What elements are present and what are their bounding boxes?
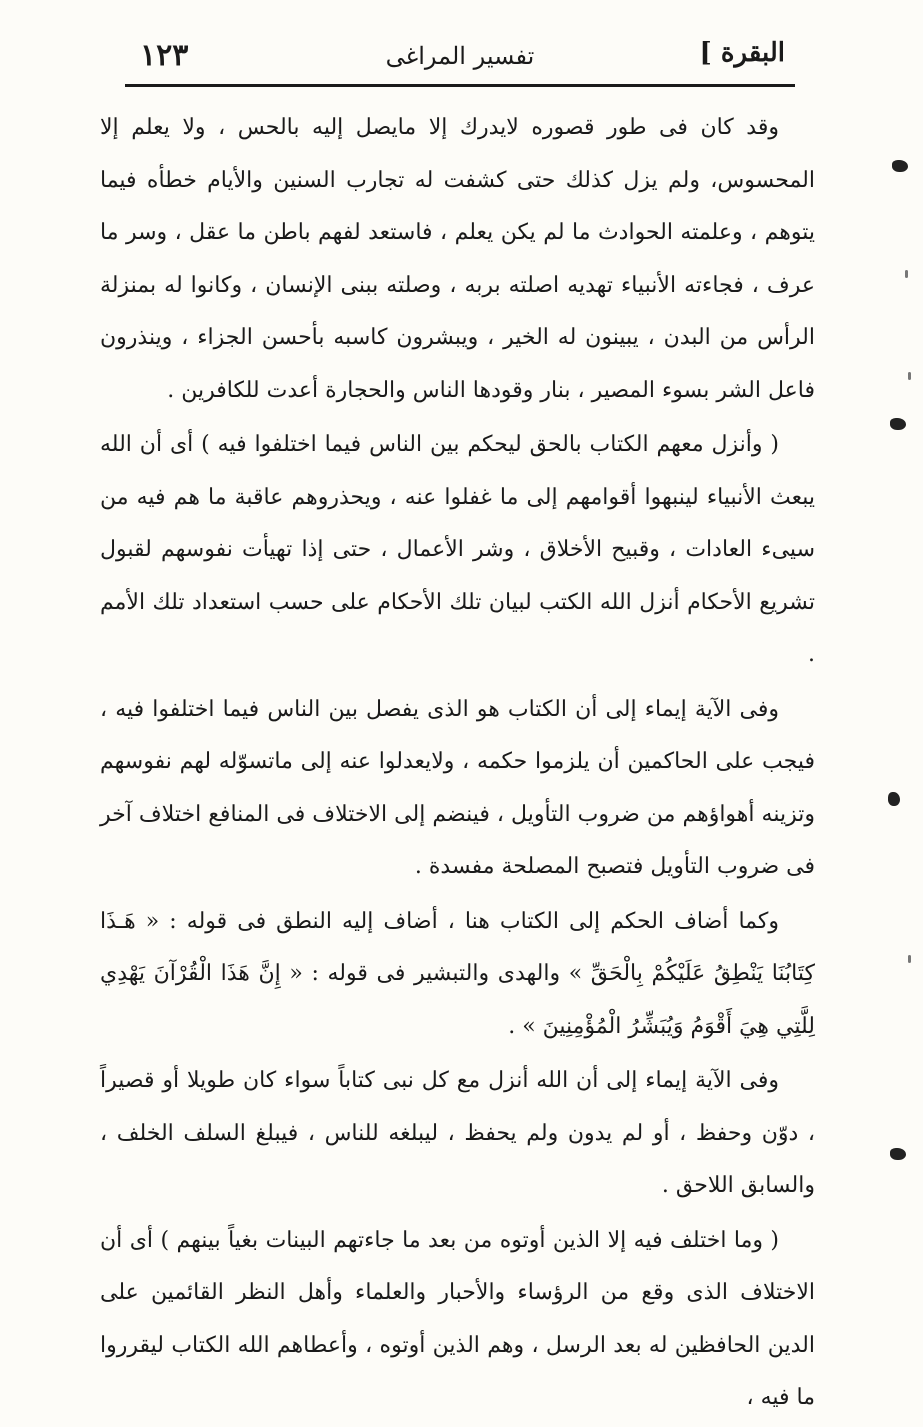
header-divider [125, 84, 795, 87]
margin-ink-dot [905, 270, 908, 278]
page-header [125, 28, 795, 88]
page-number: ١٢٣ [140, 38, 189, 73]
margin-ink-spot [890, 1148, 906, 1160]
paragraph-4: وكما أضاف الحكم إلى الكتاب هنا ، أضاف إليه النطق فى قوله : « هَـذَا كِتَابُنَا يَنْطِقُ عَلَيْكُمْ بِالْحَقِّ » والهدى والتبشير فى قوله : « إِنَّ هَذَا الْقُرْآنَ يَهْدِي لِلَّتِي هِيَ أَقْوَمُ وَيُبَشِّرُ الْمُؤْمِنِينَ » . [100, 908, 815, 1039]
page-body [100, 102, 815, 1427]
paragraph-3: وفى الآية إيماء إلى أن الكتاب هو الذى يفصل بين الناس فيما اختلفوا فيه ، فيجب على الحاكمين أن يلزموا حكمه ، ولايعدلوا عنه إلى ماتسوّله لهم نفوسهم وتزينه أهواؤهم من ضروب التأويل ، فينضم إلى الاختلاف فى المنافع اختلاف آخر فى ضروب التأويل فتصبح المصلحة مفسدة . [100, 696, 815, 879]
paragraph-5: وفى الآية إيماء إلى أن الله أنزل مع كل نبى كتاباً سواء كان طويلا أو قصيراً ، دوّن وحفظ ، أو لم يدون ولم يحفظ ، ليبلغه للناس ، فيبلغ السلف الخلف ، والسابق اللاحق . [100, 1068, 815, 1198]
margin-ink-spot [890, 418, 906, 430]
paragraph-6: ( وما اختلف فيه إلا الذين أوتوه من بعد ما جاءتهم البينات بغياً بينهم ) أى أن الاختلاف الذى وقع من الرؤساء والأحبار والعلماء وأهل النظر القائمين على الدين الحافظين له بعد الرسل ، وهم الذين أوتوه ، وأعطاهم الله الكتاب ليقرروا ما فيه ، [100, 1227, 815, 1410]
margin-ink-spot [892, 160, 908, 172]
paragraph-2: ( وأنزل معهم الكتاب بالحق ليحكم بين الناس فيما اختلفوا فيه ) أى أن الله يبعث الأنبياء لينبهوا أقوامهم إلى ما غفلوا عنه ، ويحذروهم عاقبة ما هم فيه من سيىء العادات ، وقبيح الأخلاق ، وشر الأعمال ، حتى إذا تهيأت نفوسهم لقبول تشريع الأحكام أنزل الله الكتب لبيان تلك الأحكام على حسب استعداد تلك الأمم . [100, 432, 815, 667]
margin-ink-spot [888, 792, 900, 806]
margin-ink-dot [908, 372, 911, 380]
paragraph-1: وقد كان فى طور قصوره لايدرك إلا مايصل إليه بالحس ، ولا يعلم إلا المحسوس، ولم يزل كذلك حتى كشفت له تجارب السنين والأيام خطأه فيما يتوهم ، وعلمته الحوادث ما لم يكن يعلم ، فاستعد لفهم باطن ما عقل ، وسر ما عرف ، فجاءته الأنبياء تهديه اصلته بربه ، وصلته ببنى الإنسان ، وكانوا له بمنزلة الرأس من البدن ، يبينون له الخير ، ويبشرون كاسبه بأحسن الجزاء ، وينذرون فاعل الشر بسوء المصير ، بنار وقودها الناس والحجارة أعدت للكافرين . [100, 115, 815, 403]
book-title: تفسير المراغى [385, 42, 535, 70]
surah-name: البقرة ] [699, 38, 785, 68]
margin-ink-dot [908, 955, 911, 963]
